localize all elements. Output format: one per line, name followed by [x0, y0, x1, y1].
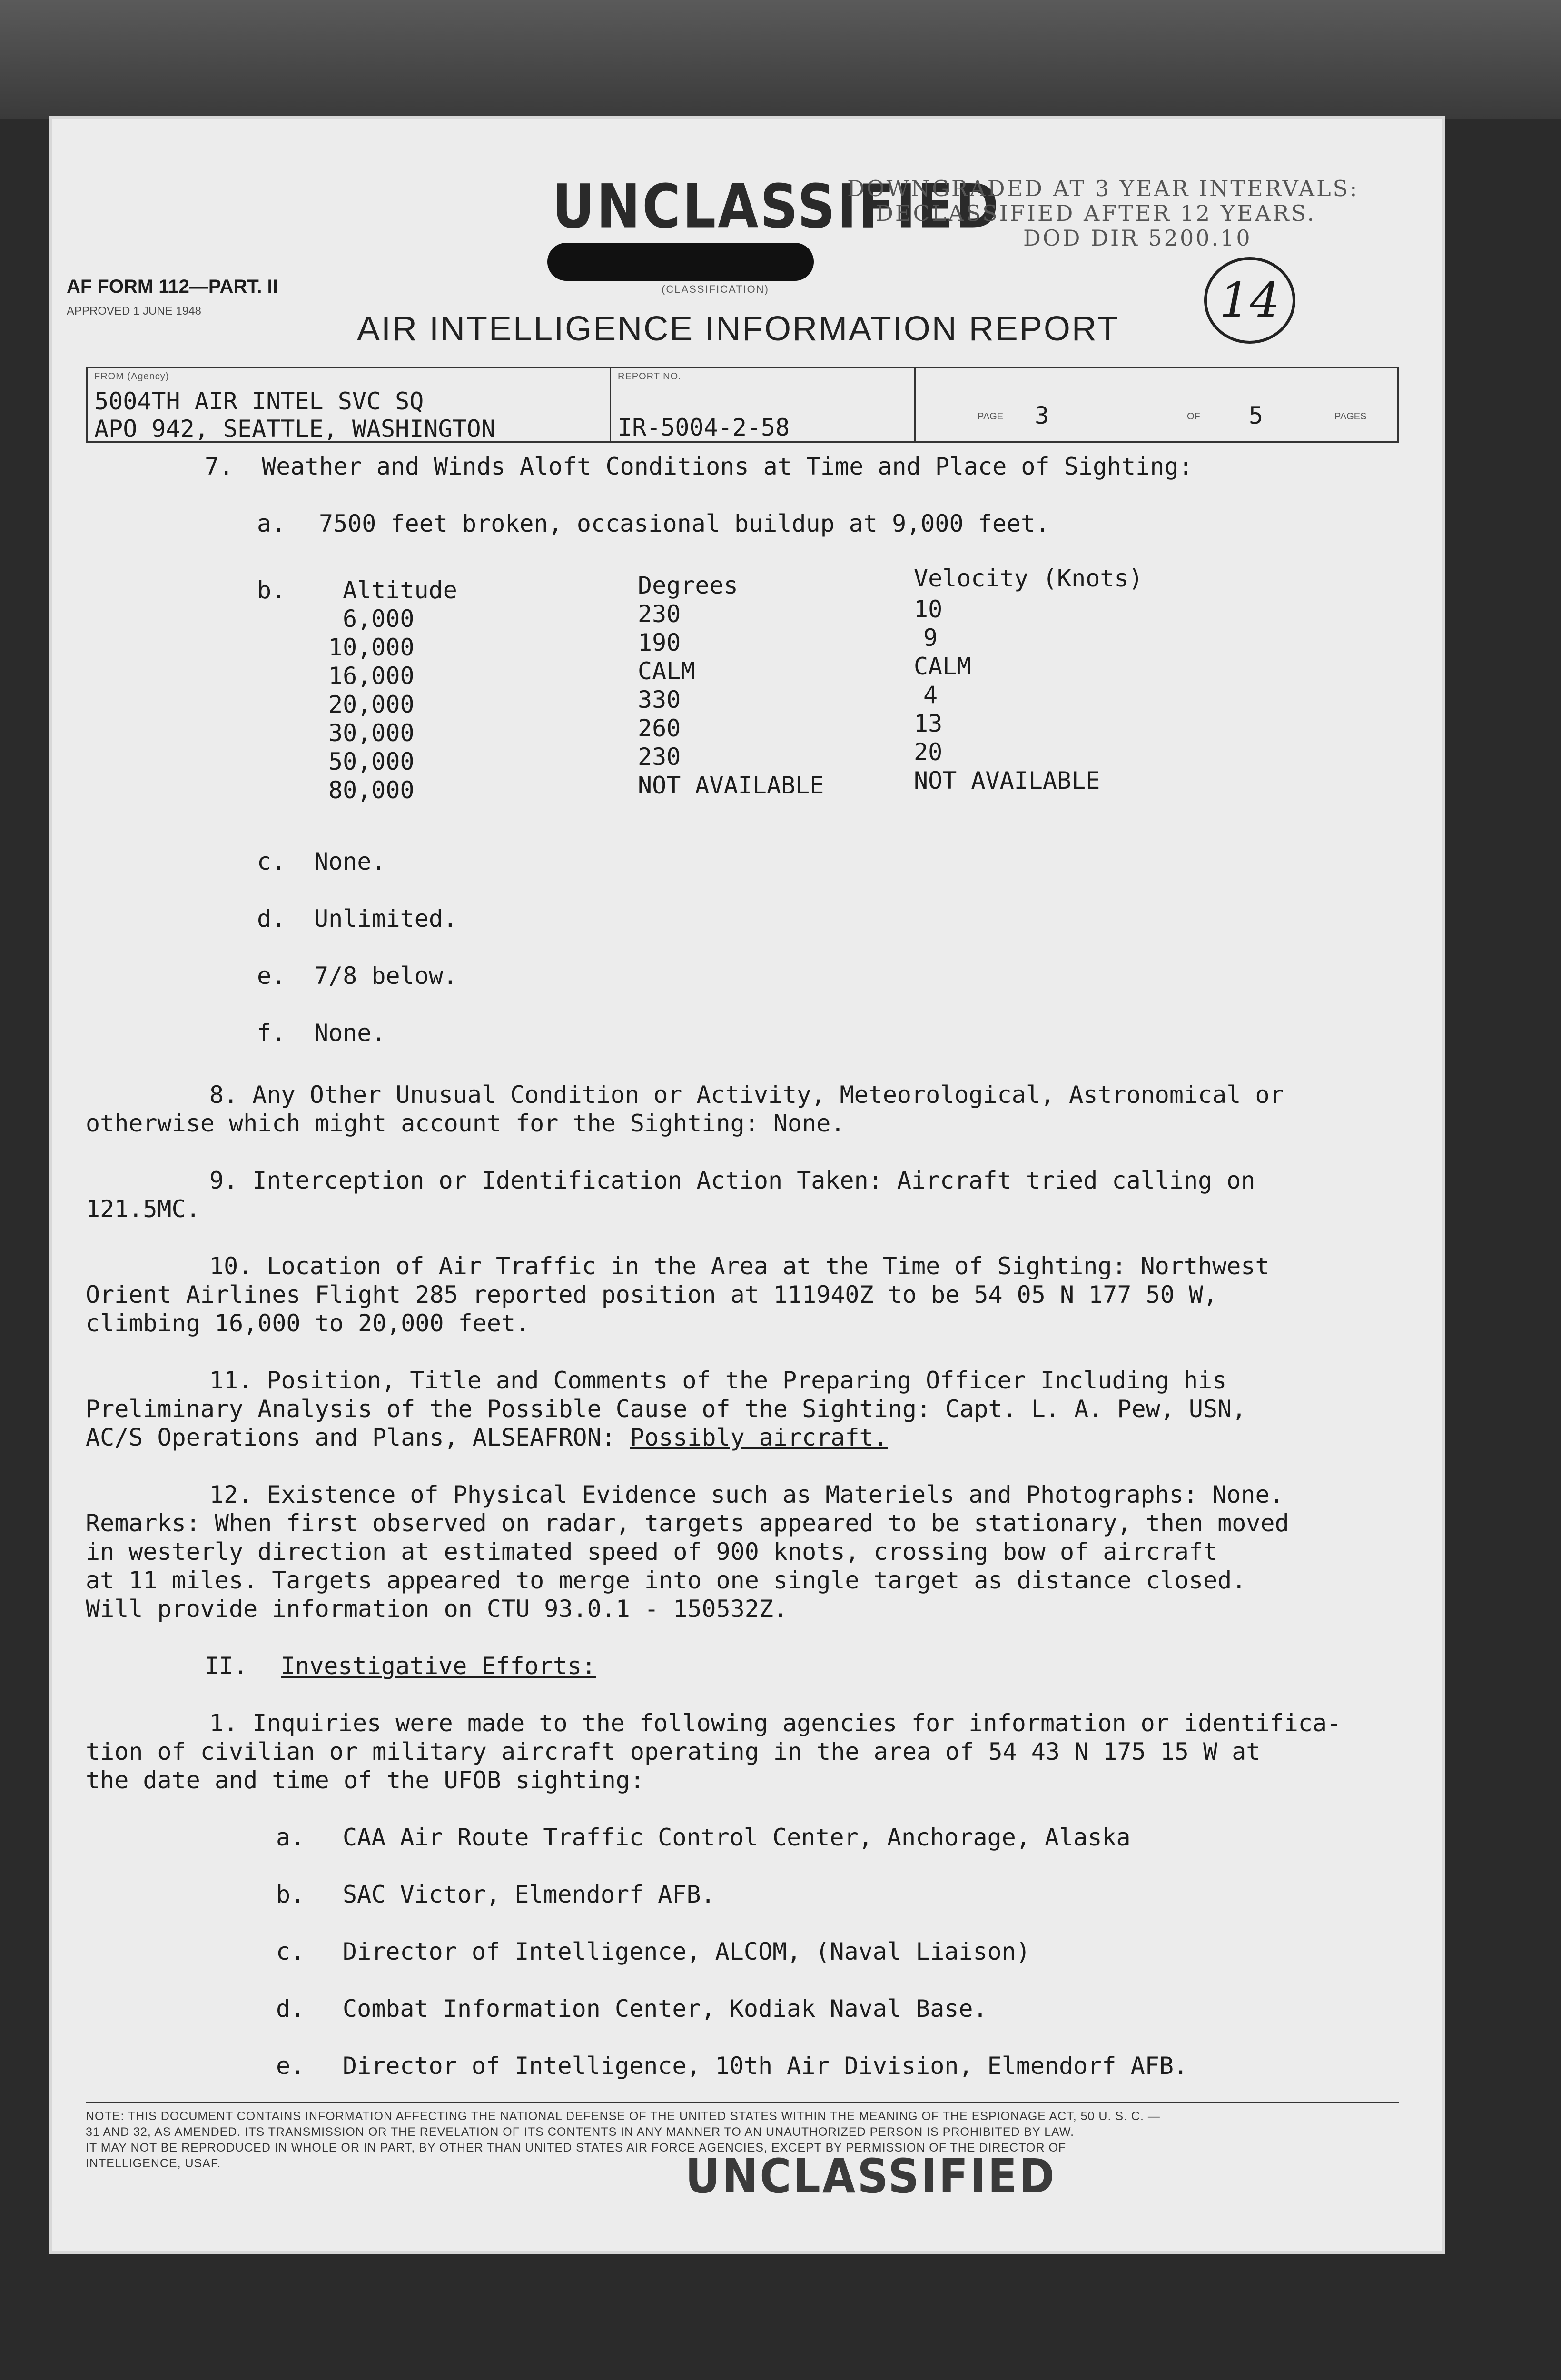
form-title: AIR INTELLIGENCE INFORMATION REPORT — [357, 310, 1120, 348]
winds-altitude: 6,000 — [343, 605, 415, 633]
inquiries-line: 1. Inquiries were made to the following agencies for information or identifica- — [209, 1709, 1342, 1737]
downgrade-line: DOWNGRADED AT 3 YEAR INTERVALS: — [847, 176, 1359, 201]
page-count-cell — [916, 368, 1399, 441]
winds-altitude: 20,000 — [328, 691, 415, 718]
notice-line: NOTE: THIS DOCUMENT CONTAINS INFORMATION AFFECTING THE NATIONAL DEFENSE OF THE UNITED STATES WITHIN THE MEANING OF THE ESPIONAGE ACT, 50 U. S. C. — — [86, 2110, 1160, 2123]
item-11-line — [86, 1423, 888, 1452]
footer-divider — [86, 2102, 1399, 2103]
classification-stamp-top: UNCLASSIFIED — [552, 171, 1001, 242]
winds-header-degrees: Degrees — [638, 572, 738, 599]
report-number-label: REPORT NO. — [618, 371, 682, 382]
agency-letter: d. — [276, 1995, 305, 2023]
agency-name: Combat Information Center, Kodiak Naval Base. — [343, 1995, 988, 2023]
winds-velocity: 13 — [914, 710, 943, 737]
remarks-line: Will provide information on CTU 93.0.1 - 150532Z. — [86, 1595, 788, 1623]
winds-velocity: CALM — [914, 653, 971, 680]
item-11-line-text: AC/S Operations and Plans, ALSEAFRON: — [86, 1424, 630, 1451]
classification-label: (CLASSIFICATION) — [662, 283, 769, 295]
section-2-number: II. — [205, 1652, 248, 1680]
winds-velocity: 20 — [914, 738, 943, 766]
winds-altitude: 30,000 — [328, 719, 415, 747]
winds-velocity: NOT AVAILABLE — [914, 767, 1100, 794]
item-7c-letter: c. — [257, 848, 286, 875]
item-7c-text: None. — [314, 848, 386, 875]
winds-velocity: 9 — [923, 624, 938, 652]
winds-degrees: 190 — [638, 629, 681, 656]
agency-name: SAC Victor, Elmendorf AFB. — [343, 1881, 715, 1908]
winds-header-velocity: Velocity (Knots) — [914, 565, 1143, 592]
section-2-title: Investigative Efforts: — [281, 1652, 596, 1680]
winds-velocity: 4 — [923, 681, 938, 709]
document-page — [52, 119, 1442, 2251]
from-cell — [88, 368, 611, 441]
item-11-line: 11. Position, Title and Comments of the Preparing Officer Including his — [209, 1367, 1227, 1394]
notice-line: INTELLIGENCE, USAF. — [86, 2157, 221, 2170]
item-7e-letter: e. — [257, 962, 286, 990]
winds-header-altitude: Altitude — [343, 576, 457, 604]
page-number: 3 — [1035, 402, 1049, 429]
item-7-number: 7. — [205, 453, 234, 480]
report-number-cell — [611, 368, 916, 441]
item-10-line: climbing 16,000 to 20,000 feet. — [86, 1309, 530, 1337]
winds-degrees: 260 — [638, 714, 681, 742]
winds-degrees: 330 — [638, 686, 681, 714]
form-approved-date: APPROVED 1 JUNE 1948 — [67, 305, 201, 317]
item-10-line: Orient Airlines Flight 285 reported position at 111940Z to be 54 05 N 177 50 W, — [86, 1281, 1218, 1309]
redaction-bar-top — [547, 243, 814, 281]
item-7b-letter: b. — [257, 576, 286, 604]
winds-altitude: 80,000 — [328, 776, 415, 804]
agency-letter: b. — [276, 1881, 305, 1908]
item-11-analysis: Possibly aircraft. — [630, 1424, 888, 1451]
item-7e-text: 7/8 below. — [314, 962, 458, 990]
from-line-2: APO 942, SEATTLE, WASHINGTON — [94, 415, 495, 443]
agency-letter: a. — [276, 1824, 305, 1851]
item-7a-text: 7500 feet broken, occasional buildup at 9,000 feet. — [319, 510, 1050, 537]
item-7d-text: Unlimited. — [314, 905, 458, 932]
report-header-box — [86, 367, 1399, 443]
downgrade-stamp — [847, 176, 1359, 250]
item-12-line: 12. Existence of Physical Evidence such as Materiels and Photographs: None. — [209, 1481, 1284, 1508]
remarks-line: Remarks: When first observed on radar, targets appeared to be stationary, then moved — [86, 1509, 1289, 1537]
inquiries-line: tion of civilian or military aircraft operating in the area of 54 43 N 175 15 W at — [86, 1738, 1261, 1765]
item-11-line: Preliminary Analysis of the Possible Cause of the Sighting: Capt. L. A. Pew, USN, — [86, 1395, 1246, 1423]
item-7d-letter: d. — [257, 905, 286, 932]
winds-degrees: NOT AVAILABLE — [638, 772, 824, 799]
agency-letter: c. — [276, 1938, 305, 1965]
total-pages: 5 — [1249, 402, 1264, 429]
downgrade-line: DOD DIR 5200.10 — [1023, 225, 1252, 251]
item-7f-text: None. — [314, 1019, 386, 1047]
item-7a-letter: a. — [257, 510, 286, 537]
remarks-line: at 11 miles. Targets appeared to merge into one single target as distance closed. — [86, 1567, 1246, 1594]
item-7-heading: Weather and Winds Aloft Conditions at Time and Place of Sighting: — [262, 453, 1193, 480]
item-9-line: 9. Interception or Identification Action Taken: Aircraft tried calling on — [209, 1167, 1255, 1194]
from-label: FROM (Agency) — [94, 371, 169, 382]
agency-name: Director of Intelligence, ALCOM, (Naval Liaison) — [343, 1938, 1030, 1965]
agency-letter: e. — [276, 2052, 305, 2080]
winds-degrees: 230 — [638, 600, 681, 628]
form-id: AF FORM 112—PART. II — [67, 276, 278, 297]
pages-label: PAGES — [1334, 411, 1367, 422]
winds-altitude: 50,000 — [328, 748, 415, 775]
inquiries-line: the date and time of the UFOB sighting: — [86, 1766, 644, 1794]
notice-line: 31 AND 32, AS AMENDED. ITS TRANSMISSION OR THE REVELATION OF ITS CONTENTS IN ANY MANNER TO AN UNAUTHORIZED PERSON IS PROHIBITED BY LAW. — [86, 2125, 1075, 2139]
agency-name: Director of Intelligence, 10th Air Division, Elmendorf AFB. — [343, 2052, 1188, 2080]
agency-name: CAA Air Route Traffic Control Center, Anchorage, Alaska — [343, 1824, 1131, 1851]
handwritten-page-number: 14 — [1204, 257, 1295, 344]
downgrade-line: DECLASSIFIED AFTER 12 YEARS. — [876, 200, 1316, 226]
winds-altitude: 16,000 — [328, 662, 415, 690]
item-10-line: 10. Location of Air Traffic in the Area at the Time of Sighting: Northwest — [209, 1252, 1270, 1280]
winds-velocity: 10 — [914, 595, 943, 623]
page-label: PAGE — [978, 411, 1004, 422]
classification-stamp-bottom: UNCLASSIFIED — [685, 2149, 1057, 2204]
winds-degrees: 230 — [638, 743, 681, 771]
notice-line: IT MAY NOT BE REPRODUCED IN WHOLE OR IN PART, BY OTHER THAN UNITED STATES AIR FORCE AGENCIES, EXCEPT BY PERMISSION OF THE DIRECTOR OF — [86, 2141, 1067, 2154]
from-line-1: 5004TH AIR INTEL SVC SQ — [94, 387, 424, 415]
item-8-line: otherwise which might account for the Sighting: None. — [86, 1110, 845, 1137]
scan-top-edge — [0, 0, 1561, 119]
of-label: OF — [1187, 411, 1200, 422]
item-8-line: 8. Any Other Unusual Condition or Activity, Meteorological, Astronomical or — [209, 1081, 1284, 1109]
item-7f-letter: f. — [257, 1019, 286, 1047]
remarks-line: in westerly direction at estimated speed of 900 knots, crossing bow of aircraft — [86, 1538, 1218, 1566]
winds-degrees: CALM — [638, 657, 695, 685]
item-9-line: 121.5MC. — [86, 1195, 200, 1223]
report-number: IR-5004-2-58 — [618, 414, 790, 441]
winds-altitude: 10,000 — [328, 634, 415, 661]
